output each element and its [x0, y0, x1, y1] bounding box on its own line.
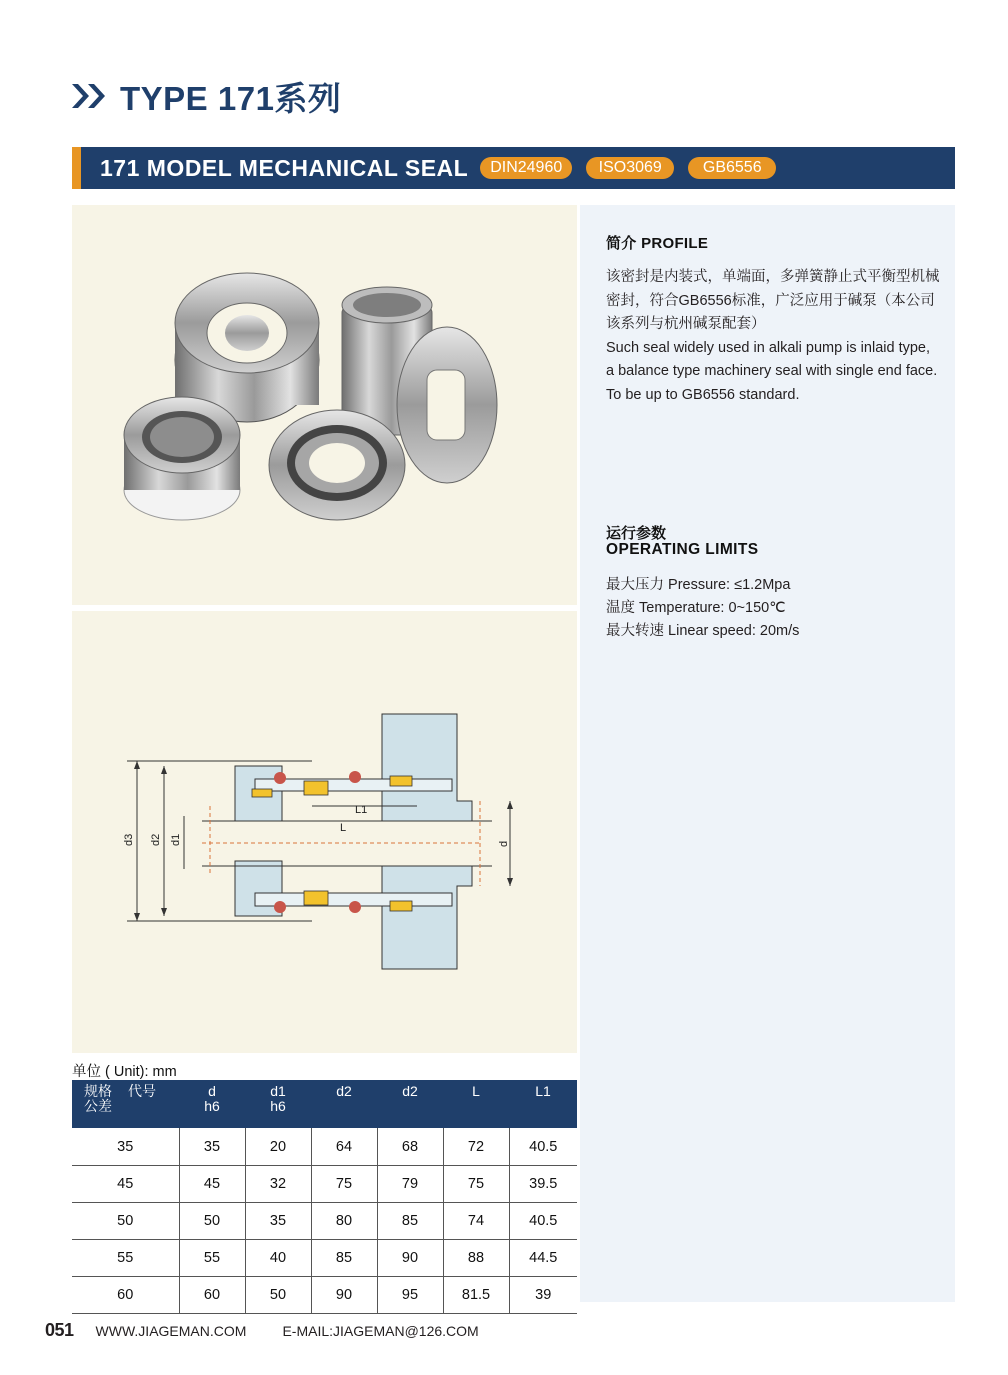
table-cell: 40.5	[509, 1203, 577, 1240]
table-cell: 39.5	[509, 1166, 577, 1203]
table-row	[72, 1203, 577, 1240]
info-panel	[580, 205, 955, 1302]
table-cell: 85	[377, 1203, 443, 1240]
table-cell: 40	[245, 1240, 311, 1277]
table-cell: 50	[245, 1277, 311, 1314]
seal-parts-illustration	[72, 205, 577, 605]
table-cell: 45	[72, 1166, 179, 1203]
dim-label-d: d	[498, 840, 510, 847]
operating-limits	[606, 574, 799, 643]
table-row	[72, 1277, 577, 1314]
table-cell: 85	[311, 1240, 377, 1277]
table-cell: 81.5	[443, 1277, 509, 1314]
table-cell: 88	[443, 1240, 509, 1277]
header-d2b: d2	[377, 1080, 443, 1128]
header-L: L	[443, 1080, 509, 1128]
dim-label-d1: d1	[170, 833, 182, 846]
standard-badge: ISO3069	[586, 157, 674, 179]
table-cell: 72	[443, 1128, 509, 1166]
dim-label-L: L	[340, 822, 347, 834]
page-title: TYPE 171系列	[120, 79, 342, 117]
table-cell: 55	[179, 1240, 245, 1277]
operating-heading-en: OPERATING LIMITS	[606, 541, 759, 558]
model-banner	[72, 147, 955, 189]
page-number: 051	[45, 1320, 74, 1340]
header-L1: L1	[509, 1080, 577, 1128]
spec-table	[72, 1080, 577, 1314]
table-row	[72, 1128, 577, 1166]
table-cell: 95	[377, 1277, 443, 1314]
dim-label-L1: L1	[355, 804, 368, 816]
table-cell: 79	[377, 1166, 443, 1203]
table-cell: 55	[72, 1240, 179, 1277]
standard-badge: GB6556	[688, 157, 776, 179]
table-cell: 75	[311, 1166, 377, 1203]
table-row	[72, 1166, 577, 1203]
dim-label-d3: d3	[123, 833, 135, 846]
table-cell: 50	[72, 1203, 179, 1240]
table-cell: 74	[443, 1203, 509, 1240]
banner-accent-bar	[72, 147, 81, 189]
banner-title: 171 MODEL MECHANICAL SEAL	[100, 154, 469, 181]
dim-label-d2: d2	[150, 833, 162, 846]
table-cell: 64	[311, 1128, 377, 1166]
technical-drawing	[72, 611, 577, 1053]
table-cell: 80	[311, 1203, 377, 1240]
table-cell: 50	[179, 1203, 245, 1240]
page-footer	[45, 1320, 479, 1341]
table-cell: 20	[245, 1128, 311, 1166]
standard-badges	[480, 157, 790, 179]
header-spec: 规格 代号 公差	[72, 1080, 179, 1128]
header-d1: d1 h6	[245, 1080, 311, 1128]
table-cell: 35	[245, 1203, 311, 1240]
profile-text	[606, 266, 941, 407]
table-cell: 90	[377, 1240, 443, 1277]
email-text: E-MAIL:JIAGEMAN@126.COM	[282, 1322, 479, 1339]
table-cell: 90	[311, 1277, 377, 1314]
table-cell: 40.5	[509, 1128, 577, 1166]
profile-cn-text: 该密封是内装式，单端面，多弹簧静止式平衡型机械密封，符合GB6556标准，广泛应用于碱泵（本公司该系列与杭州碱泵配套）	[606, 269, 940, 332]
table-cell: 68	[377, 1128, 443, 1166]
header-d: d h6	[179, 1080, 245, 1128]
limit-temperature: 温度 Temperature: 0~150℃	[606, 600, 786, 616]
double-chevron-icon	[72, 82, 108, 110]
profile-heading: 简介 PROFILE	[606, 235, 709, 252]
operating-heading-cn: 运行参数	[606, 525, 667, 542]
table-cell: 32	[245, 1166, 311, 1203]
table-row	[72, 1240, 577, 1277]
table-unit: 单位 ( Unit): mm	[72, 1064, 177, 1080]
header-d2a: d2	[311, 1080, 377, 1128]
profile-en-text: Such seal widely used in alkali pump is inlaid type, a balance type machinery seal with single end face. To be up to GB6556 standard.	[606, 339, 938, 403]
page-heading	[72, 76, 341, 116]
table-cell: 44.5	[509, 1240, 577, 1277]
website-text: WWW.JIAGEMAN.COM	[95, 1322, 247, 1339]
limit-pressure: 最大压力 Pressure: ≤1.2Mpa	[606, 577, 791, 593]
table-cell: 60	[72, 1277, 179, 1314]
table-cell: 35	[179, 1128, 245, 1166]
table-cell: 45	[179, 1166, 245, 1203]
product-photo	[72, 205, 577, 605]
table-cell: 35	[72, 1128, 179, 1166]
limit-speed: 最大转速 Linear speed: 20m/s	[606, 623, 800, 639]
table-cell: 60	[179, 1277, 245, 1314]
standard-badge: DIN24960	[480, 157, 572, 179]
table-cell: 39	[509, 1277, 577, 1314]
table-cell: 75	[443, 1166, 509, 1203]
table-header-row	[72, 1080, 577, 1128]
